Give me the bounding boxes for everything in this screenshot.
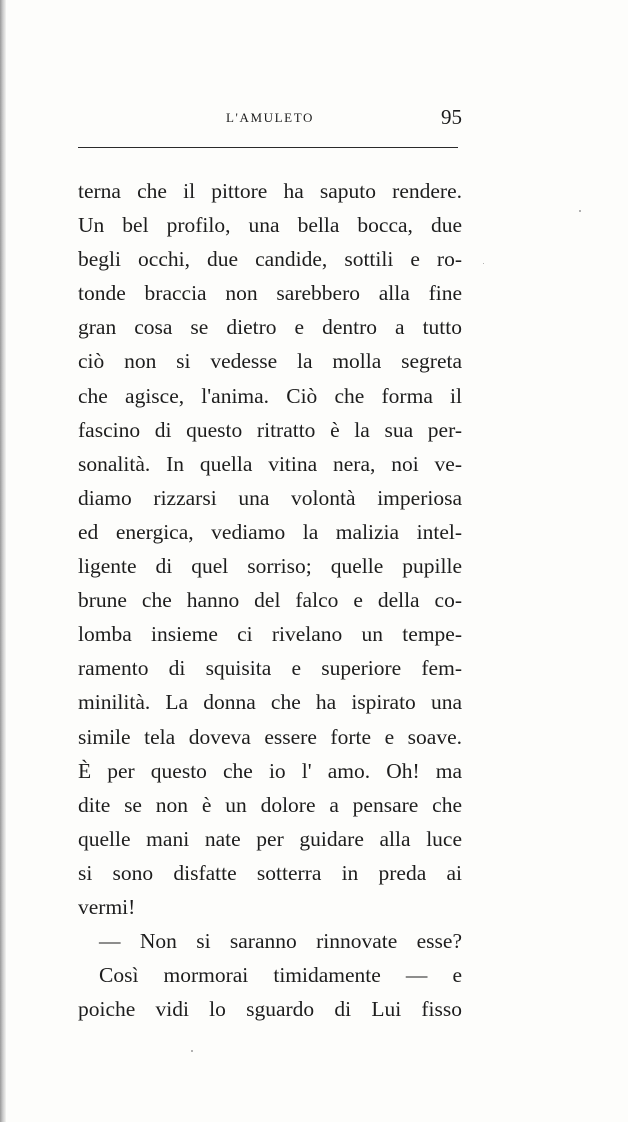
page-edge-shadow: [0, 0, 6, 1122]
text-line: ed energica, vediamo la malizia intel-: [78, 519, 462, 544]
text-line: sonalità. In quella vitina nera, noi ve-: [78, 451, 462, 476]
text-line: si sono disfatte sotterra in preda ai: [78, 860, 462, 885]
text-line: vermi!: [78, 894, 136, 919]
dialogue-line: — Non si saranno rinnovate esse?: [99, 929, 462, 954]
text-line: fascino di questo ritratto è la sua per-: [78, 417, 462, 442]
text-line: lomba insieme ci rivelano un tempe-: [78, 622, 462, 647]
text-line: Un bel profilo, una bella bocca, due: [78, 213, 462, 238]
text-line: È per questo che io l' amo. Oh! ma: [78, 758, 462, 783]
text-line: brune che hanno del falco e della co-: [78, 588, 462, 613]
paper-speck: [483, 263, 484, 264]
text-line: minilità. La donna che ha ispirato una: [78, 690, 462, 715]
text-line: che agisce, l'anima. Ciò che forma il: [78, 383, 462, 408]
paper-speck: [579, 210, 581, 212]
paper-speck: [191, 1050, 193, 1052]
text-line: dite se non è un dolore a pensare che: [78, 792, 462, 817]
running-head: [78, 100, 462, 140]
text-line: terna che il pittore ha saputo rendere.: [78, 179, 462, 203]
text-line: diamo rizzarsi una volontà imperiosa: [78, 485, 462, 510]
page-number: 95: [441, 105, 462, 129]
text-line: simile tela doveva essere forte e soave.: [78, 724, 462, 749]
text-line: begli occhi, due candide, sottili e ro-: [78, 247, 462, 272]
running-title: L'AMULETO: [226, 110, 314, 125]
text-line: tonde braccia non sarebbero alla fine: [78, 281, 462, 306]
text-line: ligente di quel sorriso; quelle pupille: [78, 554, 462, 579]
text-line: poiche vidi lo sguardo di Lui fisso: [78, 997, 462, 1022]
text-line: Così mormorai timidamente — e: [99, 963, 462, 988]
body-text: [78, 174, 462, 1026]
text-line: quelle mani nate per guidare alla luce: [78, 826, 462, 851]
text-line: ramento di squisita e superiore fem-: [78, 656, 462, 681]
header-rule: [78, 147, 458, 148]
text-line: ciò non si vedesse la molla segreta: [78, 349, 462, 374]
text-line: gran cosa se dietro e dentro a tutto: [78, 315, 462, 340]
